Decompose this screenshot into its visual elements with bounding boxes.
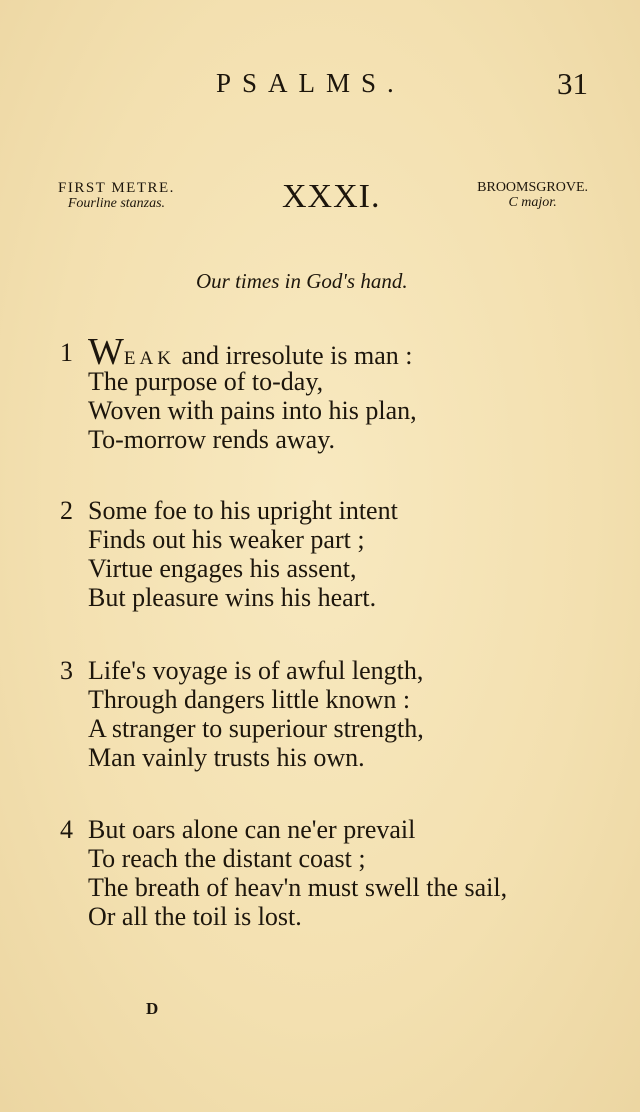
small-caps-word: EAK xyxy=(123,348,175,369)
stanza-number: 3 xyxy=(60,656,73,685)
running-title: PSALMS. xyxy=(216,68,405,98)
verse-line: Woven with pains into his plan, xyxy=(88,396,417,425)
verse-line: Through dangers little known : xyxy=(88,685,411,714)
verse-line: To reach the distant coast ; xyxy=(88,844,366,873)
stanza-number: 2 xyxy=(60,496,73,525)
verse-line: The purpose of to-day, xyxy=(88,367,324,396)
verse-line: To-morrow rends away. xyxy=(88,425,336,454)
metre-label: FIRST METRE. xyxy=(58,180,175,196)
verse-line: A stranger to superiour strength, xyxy=(88,714,424,743)
verse-line: The breath of heav'n must swell the sail, xyxy=(88,873,508,902)
psalm-subtitle: Our times in God's hand. xyxy=(196,269,408,293)
stanza-number: 4 xyxy=(60,815,73,844)
verse-line: But pleasure wins his heart. xyxy=(88,583,377,612)
stanza-number: 1 xyxy=(60,338,73,367)
verse-line: Finds out his weaker part ; xyxy=(88,525,365,554)
tune-key: C major. xyxy=(508,194,557,210)
verse-line: Man vainly trusts his own. xyxy=(88,743,365,772)
verse-line: Some foe to his upright intent xyxy=(88,496,398,525)
tune-info xyxy=(477,181,588,210)
stanza-form-label: Fourline stanzas. xyxy=(67,195,166,211)
psalm-number: XXXI. xyxy=(282,178,381,215)
verse-line: Life's voyage is of awful length, xyxy=(88,656,424,685)
tune-name: BROOMSGROVE. xyxy=(477,180,588,195)
page-number: 31 xyxy=(557,66,588,101)
metre-info xyxy=(58,181,175,211)
verse-line: But oars alone can ne'er prevail xyxy=(88,815,416,844)
verse-line: Virtue engages his assent, xyxy=(88,554,357,583)
verse-line: Or all the toil is lost. xyxy=(88,902,302,931)
drop-cap: W xyxy=(88,331,124,373)
signature-mark: D xyxy=(146,999,159,1018)
verse-line-rest: and irresolute is man : xyxy=(174,341,413,370)
